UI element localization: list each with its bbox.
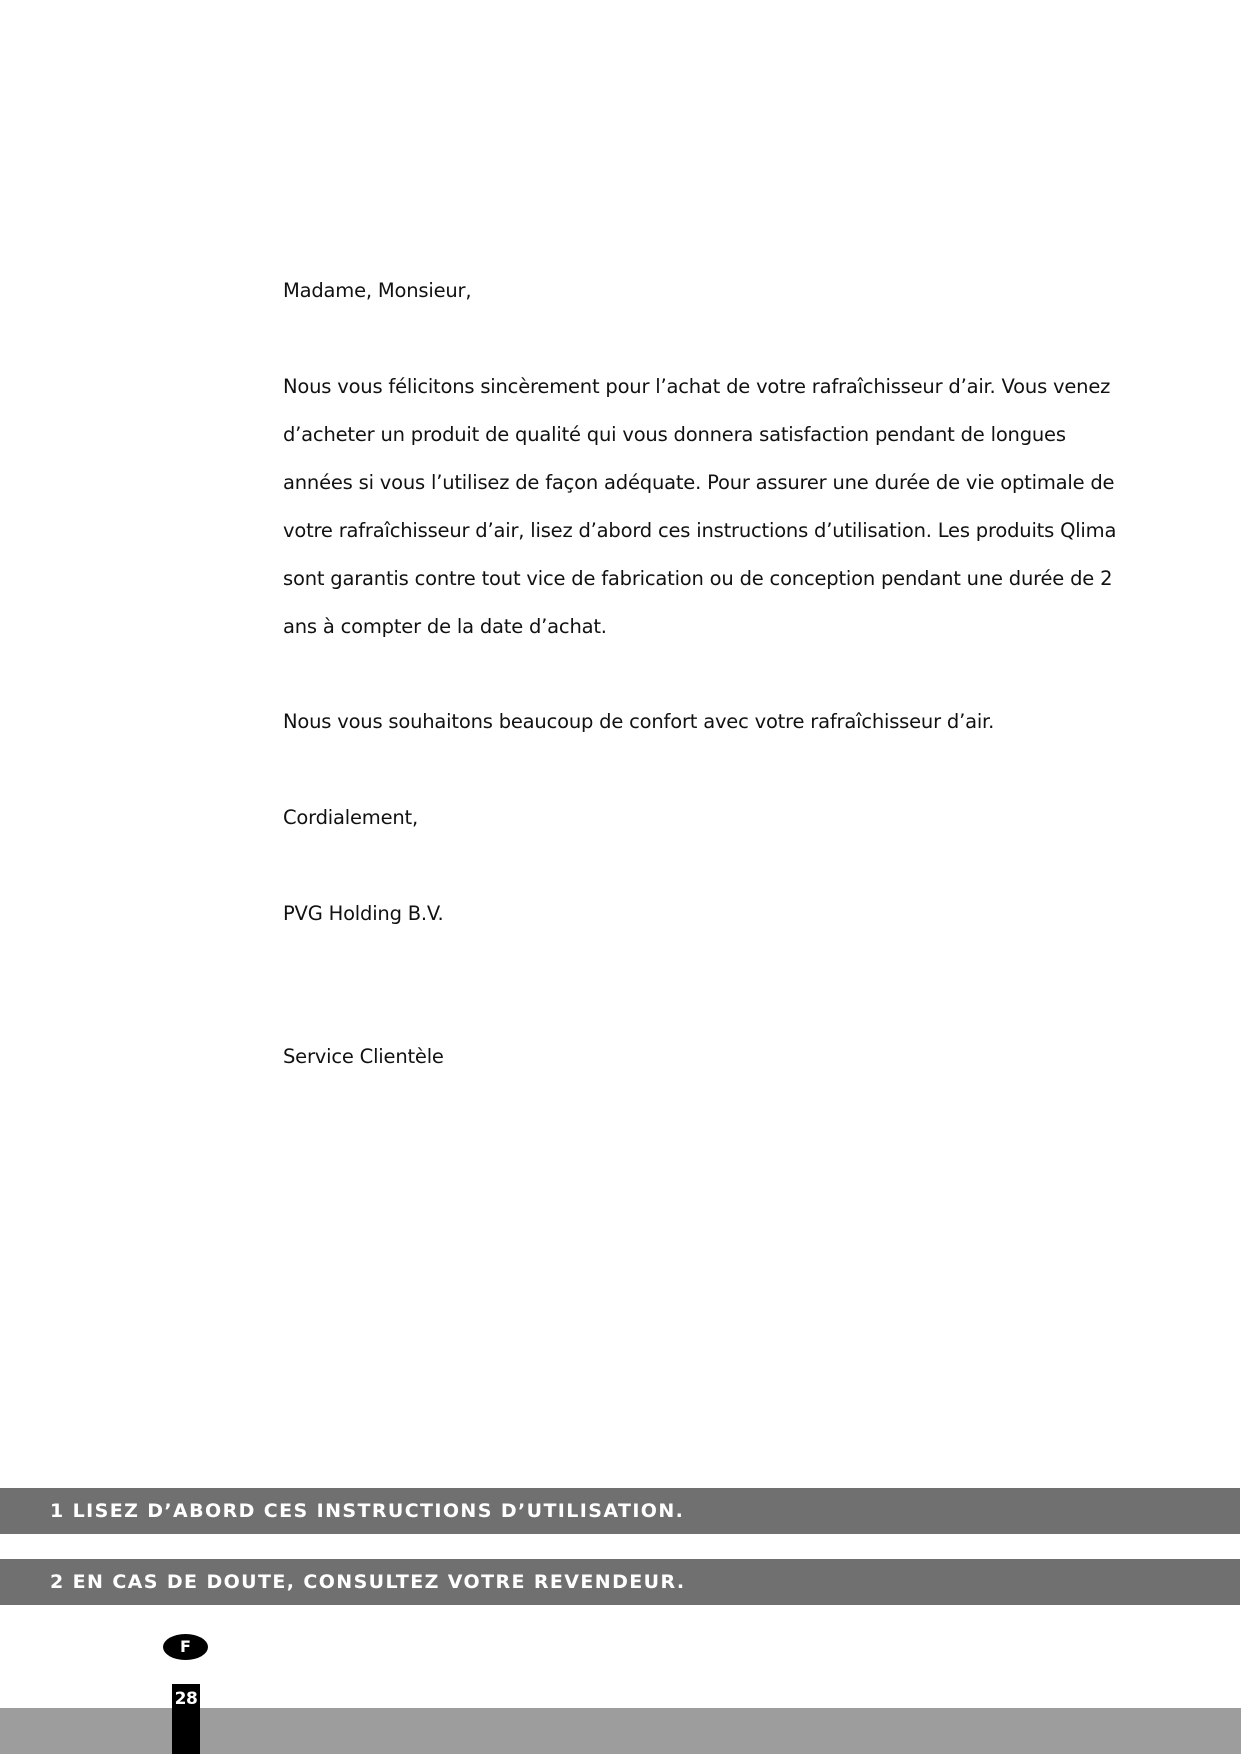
letter-wish: Nous vous souhaitons beaucoup de confort avec votre rafraîchisseur d’air.: [283, 710, 995, 733]
page-number: 28: [172, 1684, 200, 1754]
letter-salutation: Madame, Monsieur,: [283, 279, 472, 302]
letter-department: Service Clientèle: [283, 1045, 444, 1068]
letter-company: PVG Holding B.V.: [283, 902, 444, 925]
language-badge: F: [163, 1634, 208, 1660]
notice-band-1: 1 LISEZ D’ABORD CES INSTRUCTIONS D’UTILISATION.: [0, 1488, 1240, 1534]
letter-closing: Cordialement,: [283, 806, 418, 829]
notice-band-2: 2 EN CAS DE DOUTE, CONSULTEZ VOTRE REVENDEUR.: [0, 1559, 1240, 1605]
letter-body: Nous vous félicitons sincèrement pour l’achat de votre rafraîchisseur d’air. Vous venez d’acheter un produit de qualité qui vous donnera satisfaction pendant de longues années si vous l’utilisez de façon adéquate. Pour assurer une durée de vie optimale de votre rafraîchisseur d’air, lisez d’abord ces instructions d’utilisation. Les produits Qlima sont garantis contre tout vice de fabrication ou de conception pendant une durée de 2 ans à compter de la date d’achat.: [283, 375, 1117, 638]
